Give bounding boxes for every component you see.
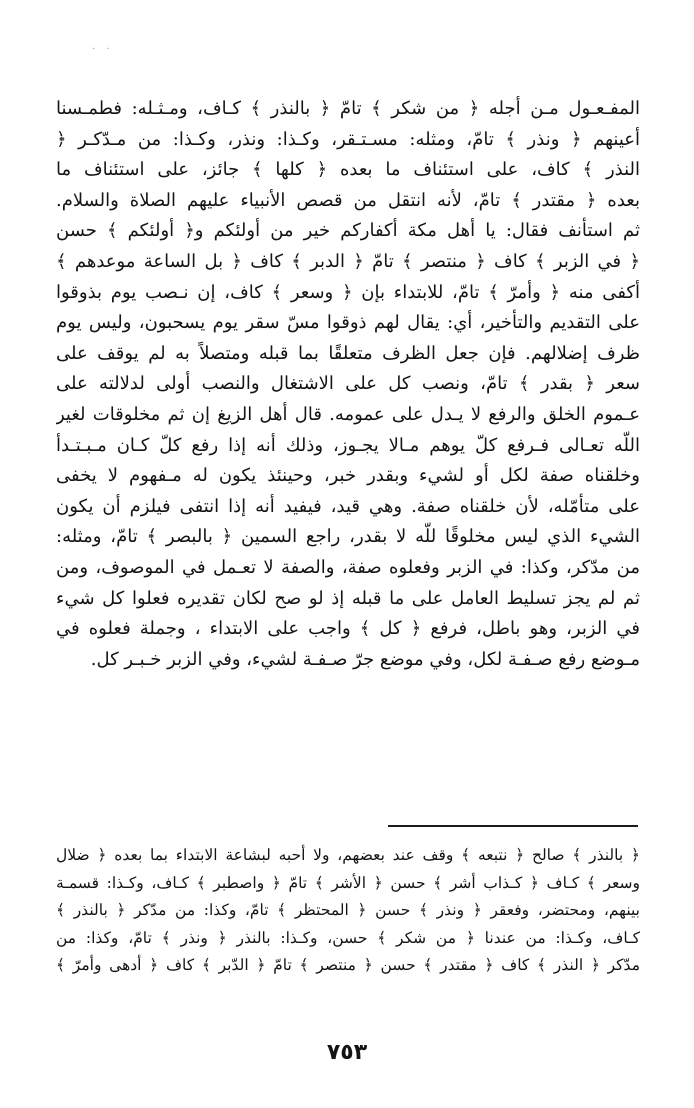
footnote-line: مدّكر ﴿ النذر ﴾ كاف ﴿ مقتدر ﴾ حسن ﴿ منتصر ﴾ تامّ ﴿ الدّبر ﴾ كاف ﴿ أدهى وأمرّ ﴾: [56, 956, 640, 975]
text-line: النذر ﴾ كاف، على استئناف ما بعده ﴿ كلها ﴾ جائز، على استئناف ما: [56, 159, 640, 181]
text-line: أكفى منه ﴿ وأمرّ ﴾ تامّ، للابتداء بإن ﴿ وسعر ﴾ كاف، إن نـصب يوم بذوقوا: [56, 281, 640, 303]
text-line: من مدّكر، وكذا: في الزبر وفعلوه صفة، والصفة لا تعـمل في الموصوف، ومن: [56, 556, 640, 578]
text-line: بعده ﴿ مقتدر ﴾ تامّ، لأنه انتقل من قصص الأنبياء عليهم الصلاة والسلام.: [56, 189, 640, 211]
text-line: أعينهم ﴿ ونذر ﴾ تامّ، ومثله: مسـتـقر، وكـذا: ونذر، وكـذا: من مـدّكـر ﴿: [56, 128, 640, 150]
footnote-line: بينهم، ومحتضر، وفعقر ﴿ ونذر ﴾ حسن ﴿ المحتظر ﴾ تامّ، وكذا: من مدّكر ﴿ بالنذر ﴾: [56, 901, 640, 920]
text-line: ثم استأنف فقال: يا أهل مكة أكفاركم خير من أولئكم و﴿ أولئكم ﴾ حسن: [56, 220, 640, 242]
text-line: عـموم الخلق والرفع لا يـدل على عمومه. قال أهل الزيغ إن ثم مخلوقات لغير: [56, 403, 640, 425]
text-line: اللّه تعـالى فـرفع كلّ يوهم مـالا يجـوز، وذلك أنه إذا رفع كلّ كـان مـبـتـدأ: [56, 434, 640, 456]
main-text: [56, 94, 640, 675]
page-number: ٧٥٣: [326, 1040, 368, 1065]
footnote-line: ﴿ بالنذر ﴾ صالح ﴿ نتبعه ﴾ وقف عند بعضهم، ولا أحبه لبشاعة الابتداء بما بعده ﴿ ضلال: [56, 846, 640, 864]
text-line: مـوضع رفع صـفـة لكل، وفي موضع جرّ صـفـة لشيء، وفي الزبر خـبـر كل.: [90, 648, 640, 670]
text-line: ثم لم يجز تسليط العامل على ما قبله إذ لو صح لكان تقديره فعلوا كل شيء: [56, 587, 640, 609]
footnote-separator: [388, 825, 638, 827]
text-line: وخلقناه صفة لكل أو لشيء وبقدر خبر، وحينئذ يكون له مـفهوم لا يخفى: [56, 465, 640, 487]
text-line: المفـعـول مـن أجله ﴿ من شكر ﴾ تامّ ﴿ بالنذر ﴾ كـاف، ومـثـله: فطمـسنا: [56, 98, 640, 119]
text-line: على متأمّله، لأن خلقناه صفة. وهي قيد، فيفيد أنه إذا انتفى فيلزم أن يكون: [56, 495, 640, 517]
text-line: في الزبر، وهو باطل، فرفع ﴿ كل ﴾ واجب على الابتداء ، وجملة فعلوه في: [56, 618, 640, 640]
footnote-line: كـاف، وكـذا: من عندنا ﴿ من شكر ﴾ حسن، وكـذا: بالنذر ﴿ ونذر ﴾ تامّ، وكذا: من: [56, 928, 640, 947]
text-line: على التقديم والتأخير، أي: يقال لهم ذوقوا مسّ سقر يوم يسحبون، وليس يوم: [56, 312, 640, 334]
footnote-line: وسعر ﴾ كـاف ﴿ كـذاب أشر ﴾ حسن ﴿ الأشر ﴾ تامّ ﴿ واصطبر ﴾ كـاف، وكـذا: قسمـة: [56, 873, 640, 892]
text-line: سعر ﴿ بقدر ﴾ تامّ، ونصب كل على الاشتغال والنصب أولى لدلالته على: [56, 373, 640, 395]
text-line: الشيء الذي ليس مخلوقًا للّه لا بقدر، راجع السمين ﴿ بالبصر ﴾ تامّ، ومثله:: [56, 526, 640, 548]
text-line: ﴿ في الزبر ﴾ كاف ﴿ منتصر ﴾ تامّ ﴿ الدبر ﴾ كاف ﴿ بل الساعة موعدهم ﴾: [56, 250, 640, 272]
footnotes: [56, 842, 640, 980]
scan-specks: · ·: [92, 44, 114, 55]
text-line: ظرف إضلالهم. فإن جعل الظرف متعلقًا بما قبله ومتصلاً به لم يوقف على: [56, 342, 640, 364]
